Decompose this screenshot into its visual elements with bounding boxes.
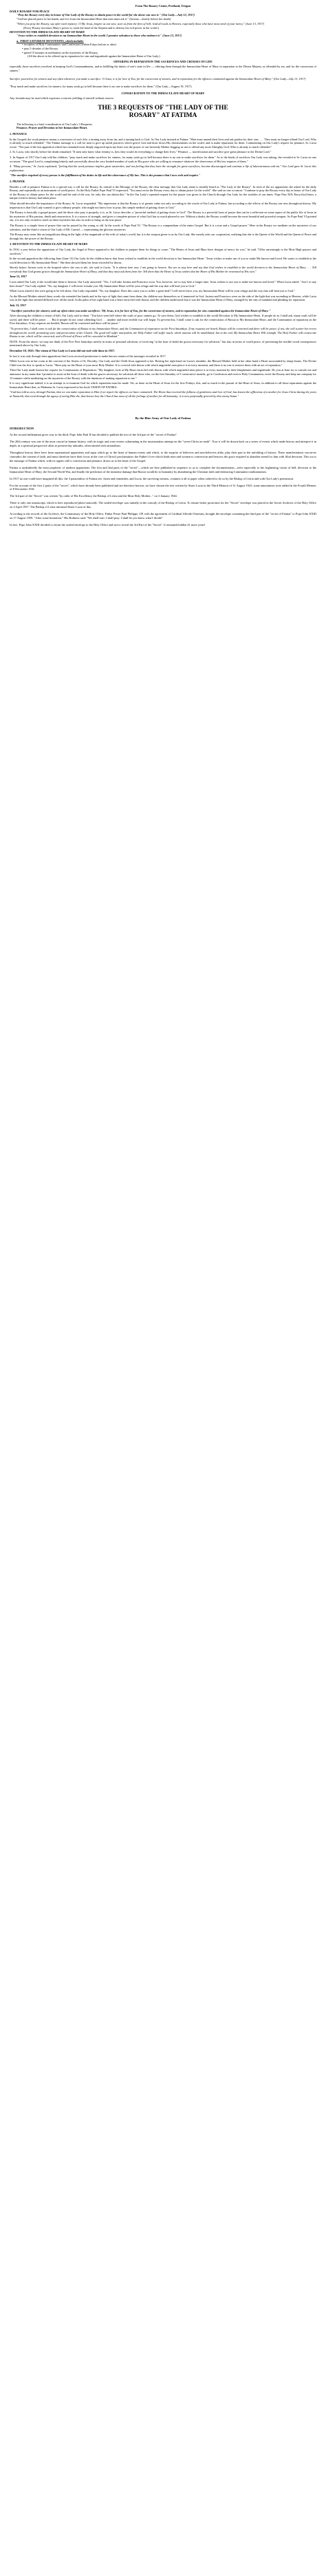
paragraph: What should describe the importance of the Rosary, Sr. Lucia responded: "My impression is that the Rosary is of greater value not only according to the words of Our Lady at Fatima, but according to the effects of the Rosary one sees throughout history. My impression is that Our Lady wanted to give ordinary people, who might not know how to pray, this simple method of getting closer to God." xyxy=(10,201,316,209)
offering-text: especially those sacrifices involved in keeping God's Commandments, and in fulfilling the duties of one's state in life — offering them through the Immaculate Heart of Mary in reparation to the Divine Majesty as offended by sin, and for the conversion of sinners." xyxy=(10,65,316,72)
devotion-title: DEVOTION TO THE IMMACULATE HEART OF MARY xyxy=(10,30,85,34)
paragraph: In fact it was only through later apparitions that Lucia received permission to make known certain of the messages revealed in 1917. xyxy=(10,354,166,358)
paragraph: 4. "Many persons," Sr. Lucia explained, "feeling that the word penance implies great austerities, and not feeling that they have the strength for great sacrifices, become discouraged and continue a life of lukewarmness and sin." Our Lord gave Sr. Lucia this explanation: xyxy=(10,164,316,172)
paragraph: Fatima is undoubtedly the most prophetic of modern apparitions. The first and 2nd parts of the "secret"—which are here published in sequence so as to complete the documentation—refer especially to the frightening vision of hell, devotion to the Immaculate Heart of Mary, the Second World War, and finally the prediction of the immense damage that Russia would do to humanity by abandoning the Christian faith and embracing Communist totalitarianism. xyxy=(10,465,316,473)
paragraph: While Lucia was in her room at the convent of the Sisters of St. Dorothy, Our Lady and the Child Jesus appeared to her. Resting her right hand on Lucia's shoulder, the Blessed Mother held in her other hand a Heart surrounded by sharp thorns. The Divine Child was the first to speak to Lucia: "Have pity on the Heart of your most Holy Mother. It is covered with thorns with which ungrateful men pierce it at every moment, and there is no one to remove them with an act of reparation." xyxy=(10,359,316,367)
daily-rosary-quote: "Pray the Rosary every day in honor of Our Lady of the Rosary to obtain peace in the world for she alone can save it." (Our Lady—July 13, 1917) xyxy=(17,13,195,17)
offering-title: OFFERING IN REPARATION THE SACRIFICES AND CROSSES OF LIFE xyxy=(113,59,213,63)
paragraph: The Rosary may seem like an insignificant thing in the light of the magnitude of the evils of today's world, but it is the weapon given to us by Our Lady. She merely asks our cooperation, realizing that she is the Queen of the World and the Queen of Peace and through her, the power of the Rosary. xyxy=(10,233,316,240)
sacrifice-quote: Sacrifice yourselves for sinners and say often whenever you make a sacrifice: O Jesus, it is for love of You, for the conversion of sinners, and in reparation for the offences committed against the Immaculate Heart of Mary." (Our Lady—July 13, 1917) xyxy=(10,76,306,81)
paragraph: "God has told us now, through Fatima, that we can make reparation to Him if we repair the offences we have committed. The Heart that received the fullness of gentleness and love of God, has known the afflictions of a mother for Jesus Christ during the years at Nazareth, that went through the agony of seeing Him die, that knows how the Church has most of all the feelings of mother for all humanity; it is now profoundly grieved by this enemy Satan." xyxy=(10,390,316,398)
paragraph: Then Our Lady made known her request for Communions of Reparation: "My daughter, look at My Heart encircled with thorns with which ungrateful men pierce it at every moment by their blasphemies and ingratitude. Do you at least try to console me and announce in my name that I promise to assist at the hour of death with the graces necessary for salvation all those who, on the first Saturday of 5 consecutive months, go to Confession and receive Holy Communion, recite the Rosary and keep me company for 15 minutes while meditating on the mysteries of the Rosary with the intention of making reparation to me." xyxy=(10,368,316,380)
paragraph: Shortly before Jacinta went to the hospital where she was to die, she said to Lucia: "It is almost time now. I am going to heaven. You are to stay here and say that God wishes to establish in the world devotion to the Immaculate Heart of Mary . . . Tell everybody that God grants graces through the Immaculate Heart of Mary, and that they must ask them from her. Tell them that the Heart of Jesus wishes that the Heart of His Mother be venerated as His own." xyxy=(10,266,316,273)
paragraph: In the second apparition the following June (June 13) Our Lady let the children know that Jesus wished to establish in the world devotion to her Immaculate Heart. "Jesus wishes to make use of you to make Me known and loved. He wants to establish in the world devotion to My Immaculate Heart." She then showed them her heart encircled by thorns. xyxy=(10,257,316,264)
date-line: June 13, 1917 xyxy=(10,275,27,279)
paragraph: The 20th century was one of the most crucial in human history, with its tragic and wars events culminating in the assassination attempt on the "sweet Christ on earth". Now it will be drawn back on a series of events which made history and interpret it in depth, in a spiritual perspective alien to present-day attitudes, often tainted with rationalism. xyxy=(10,440,316,448)
consecration-title: CONSECRATION TO THE IMMACULATE HEART OF MARY xyxy=(121,91,205,95)
top-section xyxy=(0,0,326,398)
date-line: December 10, 1925: The vision of Our Lady to Lucia did not end with those in 1917. xyxy=(10,348,116,352)
paragraph: "The sacrifice required of every person is the fulfillment of his duties in life and the observance of My law. This is the penance that I now seek and require." xyxy=(10,173,201,178)
fs-item: • spend 15 minutes in meditation on the mysteries of the Rosary, xyxy=(22,50,98,54)
paragraph: In fact, Pope John XXIII decided to return the sealed envelope to the Holy Office and not to reveal the 3rd Part of the "Secret". It remained hidden 41 more years! xyxy=(10,522,206,526)
when-pray-quote: "When you pray the Rosary, say after each mystery: O My Jesus, forgive us our sins; save us from the fires of hell; lead all souls to Heaven, especially those who have most need of your mercy." (June 13, 1917) xyxy=(17,22,265,26)
section-prayer: 2. PRAYER xyxy=(10,180,25,183)
source-line: From The Rosary Center, Portland, Oregon xyxy=(135,4,191,8)
every-rosary-note: (Every Rosary increases Mary's power to crush the head of the Serpent and to destroy his evil power in the world.) xyxy=(23,25,160,30)
paragraph: For the account of the first 2 parts of the "secret", which have already been published and are therefore known, we have chosen the text written by Sister Lucia in the Third Memoir of 31 August 1941; some annotations were added in the Fourth Memoir of 8 December 1941. xyxy=(10,483,316,491)
peace-quote: "God has placed peace in her hands, and it is from the Immaculate Heart that men must ask it." (Jacinta—shortly before her death) xyxy=(17,17,171,21)
first-saturday-heading: a. FIRST SATURDAY DEVOTIONS, which include: xyxy=(17,39,84,43)
paragraph: The 3rd part of the "Secret" was written "by order of His Excellency the Bishop of Leiria and the Most Holy Mother..." on 3 January 1944. xyxy=(10,494,177,498)
intro-line-2: Penance, Prayer and Devotion to her Immaculate Heart. xyxy=(17,126,88,130)
paragraph: When Lucia asked if she were going to be left alone, Our Lady responded: "No, my daughter. Does this cause you to suffer a great deal? I will never leave you, my Immaculate Heart will be your refuge and the way that will lead you to God." xyxy=(10,289,295,293)
introduction-heading: INTRODUCTION xyxy=(10,426,34,430)
paragraph: In 1917 no one could have imagined all this: the 3 pastorinhos of Fatima see, listen and remember, and Lucia, the surviving witness, commits it all to paper when ordered to do so by the Bishop of Leiria and with Our Lady's permission. xyxy=(10,476,294,480)
consecration-text: Any formula may be used which expresses a sincere yielding of oneself without reserve. xyxy=(10,96,115,100)
pray-much-quote: "Pray much and make sacrifices for sinners; for many souls go to hell because there is no one to make sacrifices for them." (Our Lady—August 19, 1917) xyxy=(10,85,192,89)
paragraph: NOTE: From the above, we may not think of the Five First Saturdays merely in terms of personal salvation, of receiving "at the hour of death the graces necessary for salvation," but also in terms of world peace, of preventing the terrible social consequences mentioned above by Our Lady. xyxy=(10,339,316,348)
byline: By the Blue Army of Our Lady of Fatima xyxy=(135,416,191,420)
main-title: THE 3 REQUESTS OF "THE LADY OF THE ROSARY" AT FATIMA xyxy=(98,104,228,119)
paragraph: There is only one manuscript, which is here reproduced photo-statically. The sealed envelope was initially in the custody of the Bishop of Leiria. To ensure better protection for the "Secret" envelope was placed in the Secret Archives of the Holy Office on 4 April 1957. The Bishop of Leiria informed Sister Lucia of this. xyxy=(10,501,316,509)
paragraph: According to the records of the Archives, the Commissary of the Holy Office, Father Pierre Paul Philippe, OP, with the agreement of Cardinal Alfredo Ottaviani, brought the envelope containing the third part of the "secret of Fatima" to Pope John XXIII on 17 August 1959. "After some hesitation," His Holiness said: "We shall wait. I shall pray. I shall let you know what I decide" xyxy=(10,512,316,520)
section-devotion: 3. DEVOTION TO THE IMMACULATE HEART OF MARY xyxy=(10,242,88,246)
paragraph: "Sacrifice yourselves for sinners; and say often when you make sacrifices: 'My Jesus, it is for love of You, for the conversion of sinners, and in reparation for sins committed against the Immaculate Heart of Mary.'" xyxy=(10,308,272,312)
date-line: July 13, 1917 xyxy=(10,304,26,308)
paragraph: Throughout history there have been supernatural apparitions and signs which go to the heart of human events and which, to the surprise of believers and non-believers alike, play their part in the unfolding of history. These manifestations can never contradict the content of faith, and must therefore have their focus in the core of Christ's proclamation: the Father's love which leads men and women to conversion and bestows the grace required to abandon oneself to him with filial devotion. This too is the message of Fatima which, with its urgent call to conversion and penance, draws us to the heart of the Gospel. xyxy=(10,451,316,462)
intro-line-1: The following is a brief consideration of Our Lady's 3 Requests: xyxy=(17,122,93,126)
fs-item: • reception of Holy Communion; and Confession (within 8 days before or after) xyxy=(22,43,117,47)
paragraph: The Rosary is basically a gospel prayer, and the those who pray it properly, it is, as St. Lucia describe, a "powerful method of getting closer to God". The Rosary is a powerful form of prayer that can be a reflection on some aspect of the public life of Jesus in his mysteries of His passion, death and resurrection. It is a source of strength, and gives a complete picture of what God has so much pleased to see. Without a doubt, the Rosary would become the most beautiful and powerful weapon. As Pope Paul VI pointed out, it is not only recited to teach us these mysteries but also in order to bring us the true peace. xyxy=(10,211,316,222)
paragraph: In the Gospels the word penance means a conversion of one's life, a turning away from sin, and a turning back to God. As Our Lady insisted at Fatima: "Men must amend their lives and ask pardon for their sins. . . . They must no longer offend Our Lord, Who is already so much offended." The Fatima message is a call for men to give up sinful practices which grieve God and draw down His chastisements on the world, and to make reparation for them. Commenting on Our Lady's request for penance, Sr. Lucia wrote: "The part of the last apparition which has remained most deeply engraved upon my heart was the prayer of our heavenly Mother begging us not to offend any more Almighty God, Who is already so much offended." xyxy=(10,137,316,149)
paragraph: 3. In August of 1917 Our Lady told the children, "pray much and make sacrifices for sinners, for many souls go to hell because there is no one to make sacrifices for them." As to the kinds of sacrifices Our Lady was asking, she revealed to Sr. Lucia on one occasion: "The good Lord is complaining bitterly and sorrowfully about the very limited number of souls in His grace who are willing to renounce whatever the observance of His law requires of them." xyxy=(10,156,316,163)
paragraph: Besides a call to penance Fatima is in a special way a call for the Rosary. Its central is the Message of the Rosary, the clear message that Our Lady alone is steadily heard as "The Lady of the Rosary". In each of the six apparitions she asked for the daily Rosary, and repeatedly as an instrument of world peace. As the Holy Father Pope Paul VI expressed, "You must recite the Rosary every day to obtain peace for the world". She said on one occasion: "Continue to pray the Rosary every day in honor of Our Lady of the Rosary to obtain peace for the world and the end of the war, for only she can obtain this." In the Our Lady's repeated request for the prayer was given to the Church through Our Lady for the troubles of our times. Pope Pius XII's Encyclical letter, a unique event in history had taken place. xyxy=(10,184,316,200)
paragraph: "To prevent this, I shall come to ask for the consecration of Russia to my Immaculate Heart, and the Communion of reparation on the First Saturdays. If my requests are heard, Russia will be converted and there will be peace; if not, she will scatter her errors throughout the world, promoting wars and persecution of the Church. The good will suffer martyrdom, the Holy Father will suffer much, whole nations will be annihilated, but in the end, My Immaculate Heart Will triumph. The Holy Father will consecrate Russia to me, which will be converted, and a Period of Peace will be conceded to Mankind." xyxy=(10,327,316,339)
paragraph: After showing the children a vision of hell, Our Lady said to them: "You have seen hell where the souls of poor sinners go. To save them, God wishes to establish in the world Devotion to My Immaculate Heart. If people do as I shall ask, many souls will be saved, and there will be peace. . . . But if people do not cease offending God . . . another and more terrible war will begin. To prevent this, I shall come to ask for the consecration of Russia to My Immaculate Heart, and the Communion of reparation on the First Saturdays. If my requests are heeded, Russia will be converted and there will be peace." xyxy=(10,314,316,326)
paragraph: In 1916, a year before the apparitions of Our Lady, the Angel of Peace appeared to the children to prepare them for things to come: "The Hearts of Jesus and Mary have designs of mercy for you," he said. "Offer unceasingly to the Most High prayers and sacrifices." xyxy=(10,247,316,255)
paragraph: As the Blessed Mother uttered these words she extended her hands and in the rays of light that came from them, the children saw themselves as if immersed in God. Jacinta and Francisco were on the side of the light that was ascending to Heaven, while Lucia was in the light that seemed diffused over all the earth. In the palm of her right hand was a heart encircled with thorns, and the children understood that it was the Immaculate Heart of Mary, outraged by the sins of mankind and pleading for reparation. xyxy=(10,294,316,302)
fs-item: • pray 5 decades of the Rosary xyxy=(22,46,58,50)
fs-note: (All the above to be offered up in reparation for sins and ingratitude against the Immaculate Heart of Our Lady.) xyxy=(28,54,160,58)
paragraph: It is very significant indeed, it is an attempt to re-examine God for which reparation must be made. Yet, as done in the Heart of Jesus for the first Fridays, this, and so much in the pursuit of the Heart of Jesus, in addition to all those reparations against the Immaculate Heart that, as Madonna Sr. Lucia expressed in her book VISION OF FATIMA: xyxy=(10,381,316,389)
section-penance: 1. PENANCE xyxy=(10,132,28,136)
paragraph: The Rosary is a simple form of prayer that can be prayed by the young or old. In the words of Pope Paul VI: "The Rosary is a compendium of the entire Gospel. But it is a true and a Gospel prayer." Here in the Rosary we meditate on the mysteries of our salvation, and the third a vision of Our Lady of Mt. Carmel — representing the glorious mysteries. xyxy=(10,223,316,231)
lower-section xyxy=(0,427,326,527)
paragraph: As the second millennium gives way to the third, Pope John Paul II has decided to publish the text of the 3rd part of the "secret of Fatima". xyxy=(10,433,178,437)
paragraph: 2. Sr. Lucia, who shortly before her death remarked: "If men only knew what eternity is, how they would do everything to change their lives." Penance — mortification and sacrifice give great pleasure to the Divine Lord." xyxy=(10,150,272,154)
daily-rosary-title: DAILY ROSARY FOR PEACE xyxy=(10,9,50,13)
paragraph: Lucia asked Our Lady if she would take them to heaven. Our Lady answered: "Yes. I will take Jacinta and Francisco soon. You, however, are to stay here a longer time. Jesus wishes to use you to make me known and loved." When Lucia asked, "Am I to stay here alone?" Our Lady replied: "No, my daughter. I will never forsake you. My Immaculate Heart will be your refuge and the way that will lead you to God." xyxy=(10,280,316,288)
devotion-quote: "Jesus wishes to establish devotion to my Immaculate Heart in the world. I promise salvation to those who embrace it." (June 13, 1917) xyxy=(17,34,182,38)
